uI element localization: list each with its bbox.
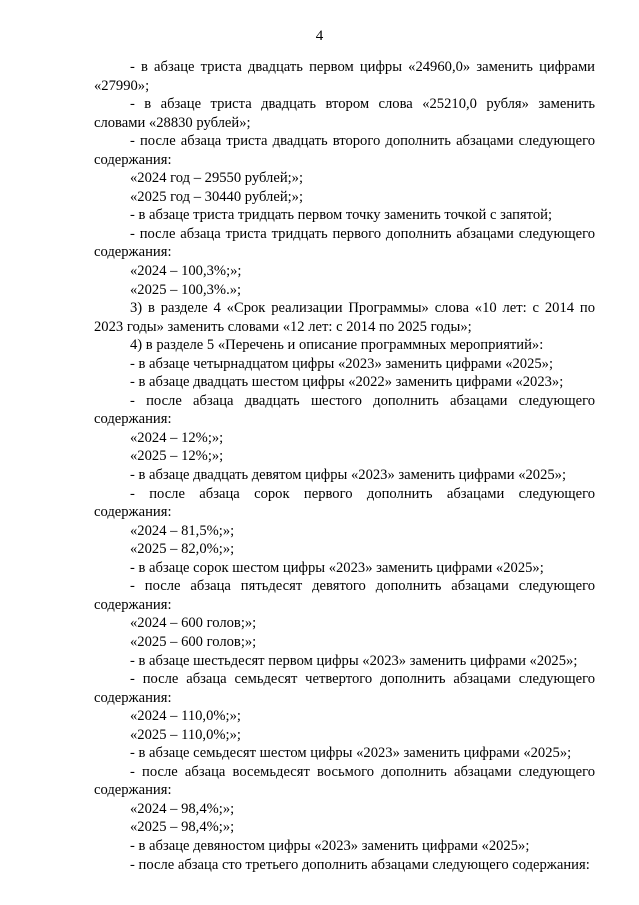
paragraph-34: - после абзаца сто третьего дополнить абзацами следующего содержания:	[130, 856, 590, 873]
paragraph-22: - после абзаца пятьдесят девятого дополнить абзацами следующего содержания:	[94, 578, 595, 613]
paragraph-4: «2024 год – 29550 рублей;»;	[130, 170, 304, 187]
paragraph-6: - в абзаце триста тридцать первом точку заменить точкой с запятой;	[130, 207, 553, 224]
paragraph-12: - в абзаце четырнадцатом цифры «2023» заменить цифрами «2025»;	[130, 355, 554, 372]
paragraph-29: - в абзаце семьдесят шестом цифры «2023» заменить цифрами «2025»;	[130, 745, 572, 762]
paragraph-30: - после абзаца восемьдесят восьмого дополнить абзацами следующего содержания:	[94, 763, 595, 799]
paragraph-5: «2025 год – 30440 рублей;»;	[130, 188, 304, 205]
document-body	[94, 58, 595, 874]
paragraph-19: «2024 – 81,5%;»;	[130, 522, 235, 539]
paragraph-15: «2024 – 12%;»;	[130, 429, 224, 446]
paragraph-16: «2025 – 12%;»;	[130, 448, 224, 465]
paragraph-20: «2025 – 82,0%;»;	[130, 541, 235, 558]
paragraph-25: - в абзаце шестьдесят первом цифры «2023» заменить цифрами «2025»;	[130, 652, 578, 669]
paragraph-11: 4) в разделе 5 «Перечень и описание программных мероприятий»:	[130, 337, 544, 354]
paragraph-2: - в абзаце триста двадцать втором слова «25210,0 рубля» заменить словами «28830 рублей»;	[94, 96, 595, 131]
paragraph-24: «2025 – 600 голов;»;	[130, 633, 257, 650]
paragraph-3: - после абзаца триста двадцать второго дополнить абзацами следующего содержания:	[94, 133, 595, 168]
paragraph-9: «2025 – 100,3%.»;	[130, 281, 242, 298]
paragraph-32: «2025 – 98,4%;»;	[130, 819, 235, 836]
paragraph-21: - в абзаце сорок шестом цифры «2023» заменить цифрами «2025»;	[130, 559, 544, 576]
paragraph-31: «2024 – 98,4%;»;	[130, 800, 235, 817]
paragraph-26: - после абзаца семьдесят четвертого дополнить абзацами следующего содержания:	[94, 671, 595, 706]
paragraph-14: - после абзаца двадцать шестого дополнить абзацами следующего содержания:	[94, 392, 595, 428]
paragraph-17: - в абзаце двадцать девятом цифры «2023» заменить цифрами «2025»;	[130, 467, 567, 484]
paragraph-18: - после абзаца сорок первого дополнить абзацами следующего содержания:	[94, 485, 595, 521]
paragraph-13: - в абзаце двадцать шестом цифры «2022» заменить цифрами «2023»;	[130, 374, 564, 391]
paragraph-10: 3) в разделе 4 «Срок реализации Программы» слова «10 лет: с 2014 по 2023 годы» заменить словами «12 лет: с 2014 по 2025 годы»;	[94, 300, 595, 335]
paragraph-7: - после абзаца триста тридцать первого дополнить абзацами следующего содержания:	[94, 225, 595, 261]
paragraph-33: - в абзаце девяностом цифры «2023» заменить цифрами «2025»;	[130, 837, 530, 854]
page-number: 4	[315, 28, 324, 44]
paragraph-8: «2024 – 100,3%;»;	[130, 263, 242, 280]
paragraph-1: - в абзаце триста двадцать первом цифры «24960,0» заменить цифрами «27990»;	[94, 59, 595, 94]
paragraph-28: «2025 – 110,0%;»;	[130, 726, 241, 743]
paragraph-27: «2024 – 110,0%;»;	[130, 708, 241, 725]
paragraph-23: «2024 – 600 голов;»;	[130, 615, 257, 632]
